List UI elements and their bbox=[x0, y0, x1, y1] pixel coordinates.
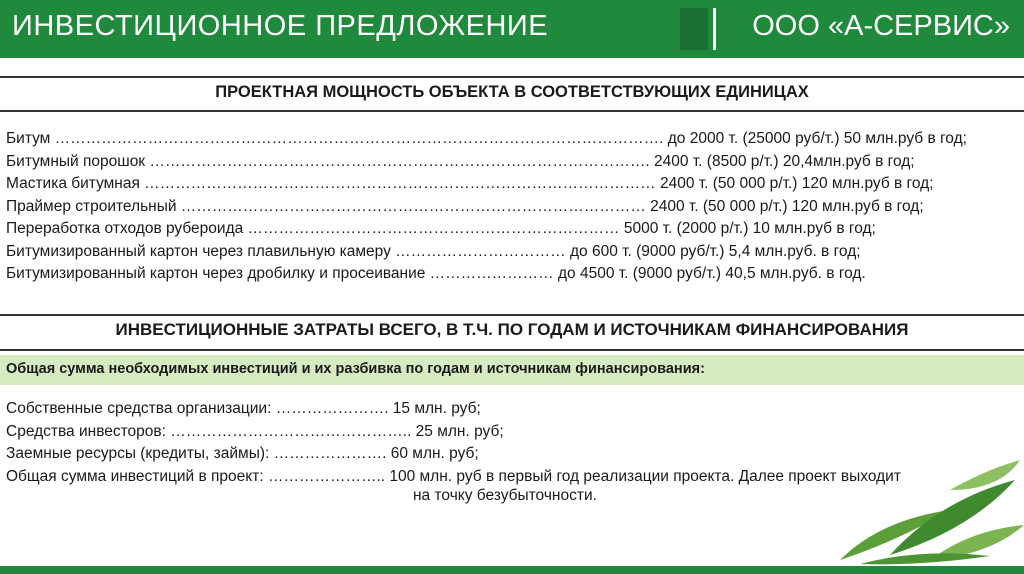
list-item: Средства инвесторов: ……………………………………….. 25 млн. руб; bbox=[6, 422, 504, 440]
investment-summary-text: Общая сумма необходимых инвестиций и их разбивка по годам и источникам финансирования: bbox=[6, 361, 705, 377]
list-item: Заемные ресурсы (кредиты, займы): …………………. 60 млн. руб; bbox=[6, 445, 479, 462]
list-item: Битумизированный картон через плавильную камеру …………………………… до 600 т. (9000 руб/т.) 5,4 млн.руб. в год; bbox=[6, 242, 861, 260]
investment-heading: ИНВЕСТИЦИОННЫЕ ЗАТРАТЫ ВСЕГО, В Т.Ч. ПО ГОДАМ И ИСТОЧНИКАМ ФИНАНСИРОВАНИЯ bbox=[115, 320, 909, 339]
list-item: Битумный порошок ……………………………………………………………………………………. 2400 т. (8500 р/т.) 20,4млн.руб в год; bbox=[6, 152, 915, 170]
investment-continuation: на точку безубыточности. bbox=[413, 487, 597, 504]
divider bbox=[0, 314, 1024, 316]
divider bbox=[0, 110, 1024, 112]
list-item: Битум ………………………………………………………………………………………………………. до 2000 т. (25000 руб/т.) 50 млн.руб в год; bbox=[6, 130, 967, 147]
investment-summary-band bbox=[0, 355, 1024, 385]
header-decoration bbox=[680, 8, 708, 50]
investment-list bbox=[6, 398, 901, 488]
company-name: ООО «А-СЕРВИС» bbox=[752, 10, 1010, 42]
page-title: ИНВЕСТИЦИОННОЕ ПРЕДЛОЖЕНИЕ bbox=[12, 10, 549, 42]
list-item: Общая сумма инвестиций в проект: ………………….. 100 млн. руб в первый год реализации проекта. Далее проект выходит bbox=[6, 467, 901, 485]
header-divider bbox=[713, 8, 716, 50]
footer-bar bbox=[0, 566, 1024, 574]
list-item: Битумизированный картон через дробилку и просеивание …………………… до 4500 т. (9000 руб/т.) 40,5 млн.руб. в год. bbox=[6, 265, 866, 282]
list-item: Переработка отходов рубероида ……………………………………………………………… 5000 т. (2000 р/т.) 10 млн.руб в год; bbox=[6, 220, 876, 237]
header-bar bbox=[0, 0, 1024, 58]
divider bbox=[0, 76, 1024, 78]
divider bbox=[0, 349, 1024, 351]
leaves-decoration bbox=[800, 460, 1024, 566]
list-item: Мастика битумная ……………………………………………………………………………………… 2400 т. (50 000 р/т.) 120 млн.руб в год; bbox=[6, 175, 934, 192]
capacity-list bbox=[6, 128, 967, 286]
capacity-heading: ПРОЕКТНАЯ МОЩНОСТЬ ОБЪЕКТА В СООТВЕТСТВУЮЩИХ ЕДИНИЦАХ bbox=[215, 83, 809, 101]
list-item: Собственные средства организации: …………………. 15 млн. руб; bbox=[6, 400, 481, 417]
list-item: Праймер строительный ……………………………………………………………………………… 2400 т. (50 000 р/т.) 120 млн.руб в год; bbox=[6, 197, 924, 215]
